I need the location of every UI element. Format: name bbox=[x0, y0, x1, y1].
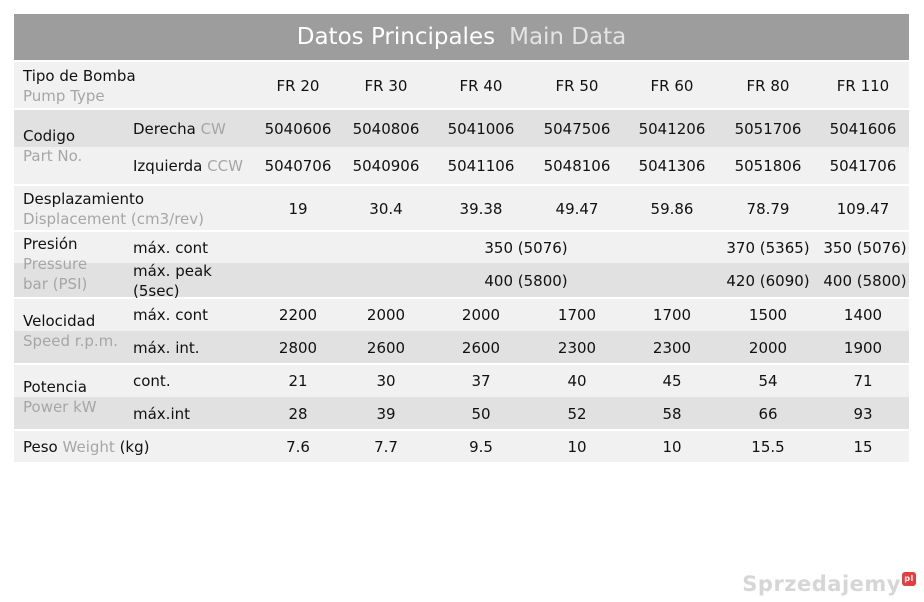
ccw-part-number: 5040906 bbox=[352, 157, 420, 175]
power-label-en: Power kW bbox=[23, 398, 97, 416]
weight-value: 9.5 bbox=[469, 438, 493, 456]
speed-cont-value: 1700 bbox=[652, 306, 692, 324]
part-no-label-en: Part No. bbox=[23, 147, 83, 165]
displacement-value: 109.47 bbox=[836, 200, 890, 218]
power-cont-value: 45 bbox=[662, 372, 682, 390]
pressure-cont-label: máx. cont bbox=[133, 239, 209, 257]
pressure-unit-label: bar (PSI) bbox=[23, 275, 88, 293]
cw-label: Derecha CW bbox=[133, 120, 226, 138]
cw-part-number: 5040806 bbox=[352, 120, 420, 138]
power-int-value: 66 bbox=[758, 405, 778, 423]
speed-cont-value: 2000 bbox=[366, 306, 406, 324]
speed-int-value: 2300 bbox=[557, 339, 597, 357]
model-header: FR 110 bbox=[836, 77, 890, 95]
weight-value: 10 bbox=[567, 438, 587, 456]
speed-cont-value: 1700 bbox=[557, 306, 597, 324]
main-data-table bbox=[14, 62, 909, 462]
ccw-label: Izquierda CCW bbox=[133, 157, 243, 175]
speed-int-value: 2300 bbox=[652, 339, 692, 357]
power-cont-value: 71 bbox=[853, 372, 873, 390]
model-header: FR 20 bbox=[276, 77, 320, 95]
displacement-value: 49.47 bbox=[555, 200, 599, 218]
cw-part-number: 5041206 bbox=[638, 120, 706, 138]
displacement-value: 39.38 bbox=[459, 200, 503, 218]
weight-value: 10 bbox=[662, 438, 682, 456]
power-int-value: 52 bbox=[567, 405, 587, 423]
power-int-value: 50 bbox=[471, 405, 491, 423]
speed-int-label: máx. int. bbox=[133, 339, 200, 357]
weight-value: 7.7 bbox=[374, 438, 398, 456]
power-int-value: 93 bbox=[853, 405, 873, 423]
title-english: Main Data bbox=[509, 24, 627, 50]
model-header: FR 80 bbox=[746, 77, 790, 95]
cw-part-number: 5041006 bbox=[447, 120, 515, 138]
pressure-peak-value: 400 (5800) bbox=[484, 272, 568, 290]
model-header: FR 40 bbox=[459, 77, 503, 95]
power-int-value: 39 bbox=[376, 405, 396, 423]
power-cont-value: 37 bbox=[471, 372, 491, 390]
pressure-label-en: Pressure bbox=[23, 255, 88, 273]
speed-label-en: Speed r.p.m. bbox=[23, 332, 119, 350]
speed-cont-label: máx. cont bbox=[133, 306, 209, 324]
power-int-value: 58 bbox=[662, 405, 682, 423]
speed-int-value: 2800 bbox=[278, 339, 318, 357]
speed-int-value: 2600 bbox=[366, 339, 406, 357]
power-cont-value: 21 bbox=[288, 372, 308, 390]
pressure-peak-duration: (5sec) bbox=[133, 282, 180, 300]
ccw-part-number: 5041706 bbox=[829, 157, 897, 175]
pressure-cont-value: 370 (5365) bbox=[726, 239, 810, 257]
displacement-value: 78.79 bbox=[746, 200, 790, 218]
pump-type-label: Tipo de Bomba bbox=[23, 67, 136, 85]
weight-value: 15.5 bbox=[751, 438, 785, 456]
power-int-value: 28 bbox=[288, 405, 308, 423]
power-int-label: máx.int bbox=[133, 405, 191, 423]
watermark-badge: pl bbox=[902, 572, 916, 586]
watermark-logo bbox=[742, 572, 916, 596]
speed-int-value: 2000 bbox=[748, 339, 788, 357]
cw-part-number: 5047506 bbox=[543, 120, 611, 138]
power-cont-value: 40 bbox=[567, 372, 587, 390]
cw-part-number: 5051706 bbox=[734, 120, 802, 138]
power-cont-value: 30 bbox=[376, 372, 396, 390]
speed-int-value: 1900 bbox=[843, 339, 883, 357]
speed-cont-value: 1500 bbox=[748, 306, 788, 324]
speed-cont-value: 2000 bbox=[461, 306, 501, 324]
power-cont-value: 54 bbox=[758, 372, 778, 390]
pressure-peak-label: máx. peak bbox=[133, 262, 212, 280]
watermark-text: Sprzedajemy bbox=[742, 572, 901, 596]
speed-label: Velocidad bbox=[23, 312, 96, 330]
speed-int-value: 2600 bbox=[461, 339, 501, 357]
model-header: FR 60 bbox=[650, 77, 694, 95]
displacement-value: 30.4 bbox=[369, 200, 403, 218]
pump-type-label-en: Pump Type bbox=[23, 87, 105, 105]
ccw-part-number: 5041306 bbox=[638, 157, 706, 175]
pressure-peak-value: 400 (5800) bbox=[823, 272, 907, 290]
speed-cont-value: 2200 bbox=[278, 306, 318, 324]
pressure-label: Presión bbox=[23, 235, 78, 253]
weight-value: 7.6 bbox=[286, 438, 310, 456]
power-label: Potencia bbox=[23, 378, 87, 396]
title-spanish: Datos Principales bbox=[296, 24, 496, 50]
table-title bbox=[14, 14, 909, 60]
displacement-value: 19 bbox=[288, 200, 308, 218]
cw-part-number: 5040606 bbox=[264, 120, 332, 138]
displacement-value: 59.86 bbox=[650, 200, 694, 218]
speed-cont-value: 1400 bbox=[843, 306, 883, 324]
displacement-label: Desplazamiento bbox=[23, 190, 145, 208]
model-header: FR 50 bbox=[555, 77, 599, 95]
model-header: FR 30 bbox=[364, 77, 408, 95]
displacement-label-en: Displacement (cm3/rev) bbox=[23, 210, 204, 228]
weight-label: Peso Weight (kg) bbox=[23, 438, 150, 456]
weight-value: 15 bbox=[853, 438, 873, 456]
cw-part-number: 5041606 bbox=[829, 120, 897, 138]
pressure-cont-value: 350 (5076) bbox=[484, 239, 568, 257]
part-no-label: Codigo bbox=[23, 127, 76, 145]
pressure-peak-value: 420 (6090) bbox=[726, 272, 810, 290]
pressure-cont-value: 350 (5076) bbox=[823, 239, 907, 257]
ccw-part-number: 5051806 bbox=[734, 157, 802, 175]
ccw-part-number: 5041106 bbox=[447, 157, 515, 175]
ccw-part-number: 5040706 bbox=[264, 157, 332, 175]
ccw-part-number: 5048106 bbox=[543, 157, 611, 175]
power-cont-label: cont. bbox=[133, 372, 171, 390]
